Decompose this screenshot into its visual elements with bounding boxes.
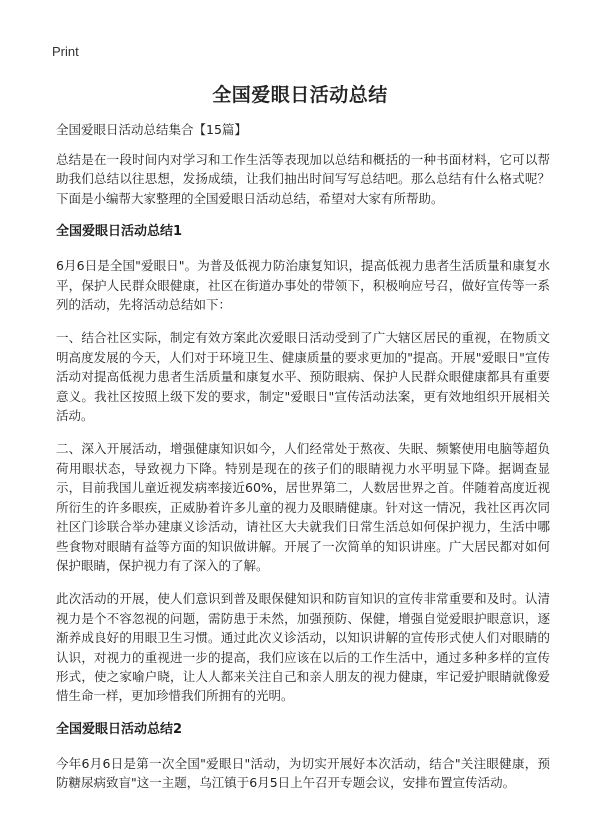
section-paragraph: 今年6月6日是第一次全国"爱眼日"活动，为切实开展好本次活动，结合"关注眼健康，预防糖尿病致盲"这一主题，乌江镇于6月5日上午召开专题会议，安排布置宣传活动。	[56, 755, 550, 791]
page-title: 全国爱眼日活动总结	[212, 84, 388, 106]
section-paragraph: 一、结合社区实际，制定有效方案此次爱眼日活动受到了广大辖区居民的重视，在物质文明高度发展的今天，人们对于环境卫生、健康质量的要求更加的"提高。开展"爱眼日"宣传活动对提高低视力患者生活质量和康复水平、预防眼病、保护人民群众眼健康都具有重要意义。我社区按照上级下发的要求，制定"爱眼日"宣传活动法案，更有效地组织开展相关活动。	[56, 330, 550, 424]
section-paragraph: 二、深入开展活动，增强健康知识如今，人们经常处于熬夜、失眠、频繁使用电脑等超负荷用眼状态，导致视力下降。特别是现在的孩子们的眼睛视力水平明显下降。据调查显示，目前我国儿童近视发病率接近60%，居世界第二，人数居世界之首。伴随着高度近视所衍生的许多眼疾，正威胁着许多儿童的视力及眼睛健康。针对这一情况，我社区再次同社区门诊联合举办建康义诊活动，请社区大夫就我们日常生活总如何保护视力，生活中哪些食物对眼睛有益等方面的知识做讲解。开展了一次简单的知识讲座。广大居民都对如何保护眼睛，保护视力有了深入的了解。	[56, 441, 550, 573]
section-2	[56, 720, 550, 793]
print-link[interactable]: Print	[52, 44, 79, 59]
article-body	[56, 120, 550, 807]
intro-paragraph: 总结是在一段时间内对学习和工作生活等表现加以总结和概括的一种书面材料，它可以帮助我们总结以往思想，发扬成绩，让我们抽出时间写写总结吧。那么总结有什么格式呢？下面是小编帮大家整理的全国爱眼日活动总结，希望对大家有所帮助。	[56, 152, 550, 206]
section-paragraph: 此次活动的开展，使人们意识到普及眼保健知识和防盲知识的宣传非常重要和及时。认清视力是个不容忽视的问题，需防患于未然，加强预防、保健，增强自觉爱眼护眼意识，逐渐养成良好的用眼卫生习惯。通过此次义诊活动，以知识讲解的宣传形式使人们对眼睛的认识，对视力的重视进一步的提高，我们应该在以后的工作生活中，通过多种多样的宣传形式，使之家喻户晓，让人人都来关注自己和亲人朋友的视力健康，牢记爱护眼睛就像爱惜生命一样，更加珍惜我们所拥有的光明。	[56, 591, 550, 704]
section-heading: 全国爱眼日活动总结1	[56, 224, 183, 240]
section-heading: 全国爱眼日活动总结2	[56, 721, 183, 737]
section-paragraph: 6月6日是全国"爱眼日"。为普及低视力防治康复知识，提高低视力患者生活质量和康复水平，保护人民群众眼健康，社区在街道办事处的带领下，积极响应号召，做好宣传等一系列的活动，先将活动总结如下：	[56, 258, 550, 313]
section-1	[56, 222, 550, 706]
article-subtitle: 全国爱眼日活动总结集合【15篇】	[56, 122, 247, 137]
